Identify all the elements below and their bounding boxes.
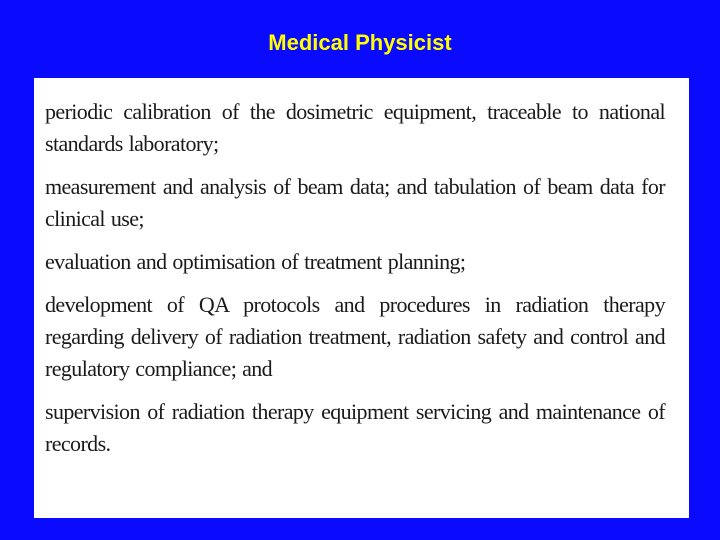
content-panel	[34, 78, 689, 518]
slide-title: Medical Physicist	[268, 30, 452, 55]
duty-item-beam-data: measurement and analysis of beam data; and tabulation of beam data for clinical use;	[45, 174, 665, 231]
duty-item-calibration: periodic calibration of the dosimetric equipment, traceable to national standards laboratory;	[45, 99, 665, 156]
duty-item-treatment-planning: evaluation and optimisation of treatment planning;	[45, 249, 466, 274]
duty-item-equipment-servicing: supervision of radiation therapy equipment servicing and maintenance of records.	[45, 399, 665, 456]
duty-list	[45, 96, 665, 460]
duty-item-qa-protocols: development of QA protocols and procedures in radiation therapy regarding delivery of radiation treatment, radiation safety and control and regulatory compliance; and	[45, 292, 665, 381]
